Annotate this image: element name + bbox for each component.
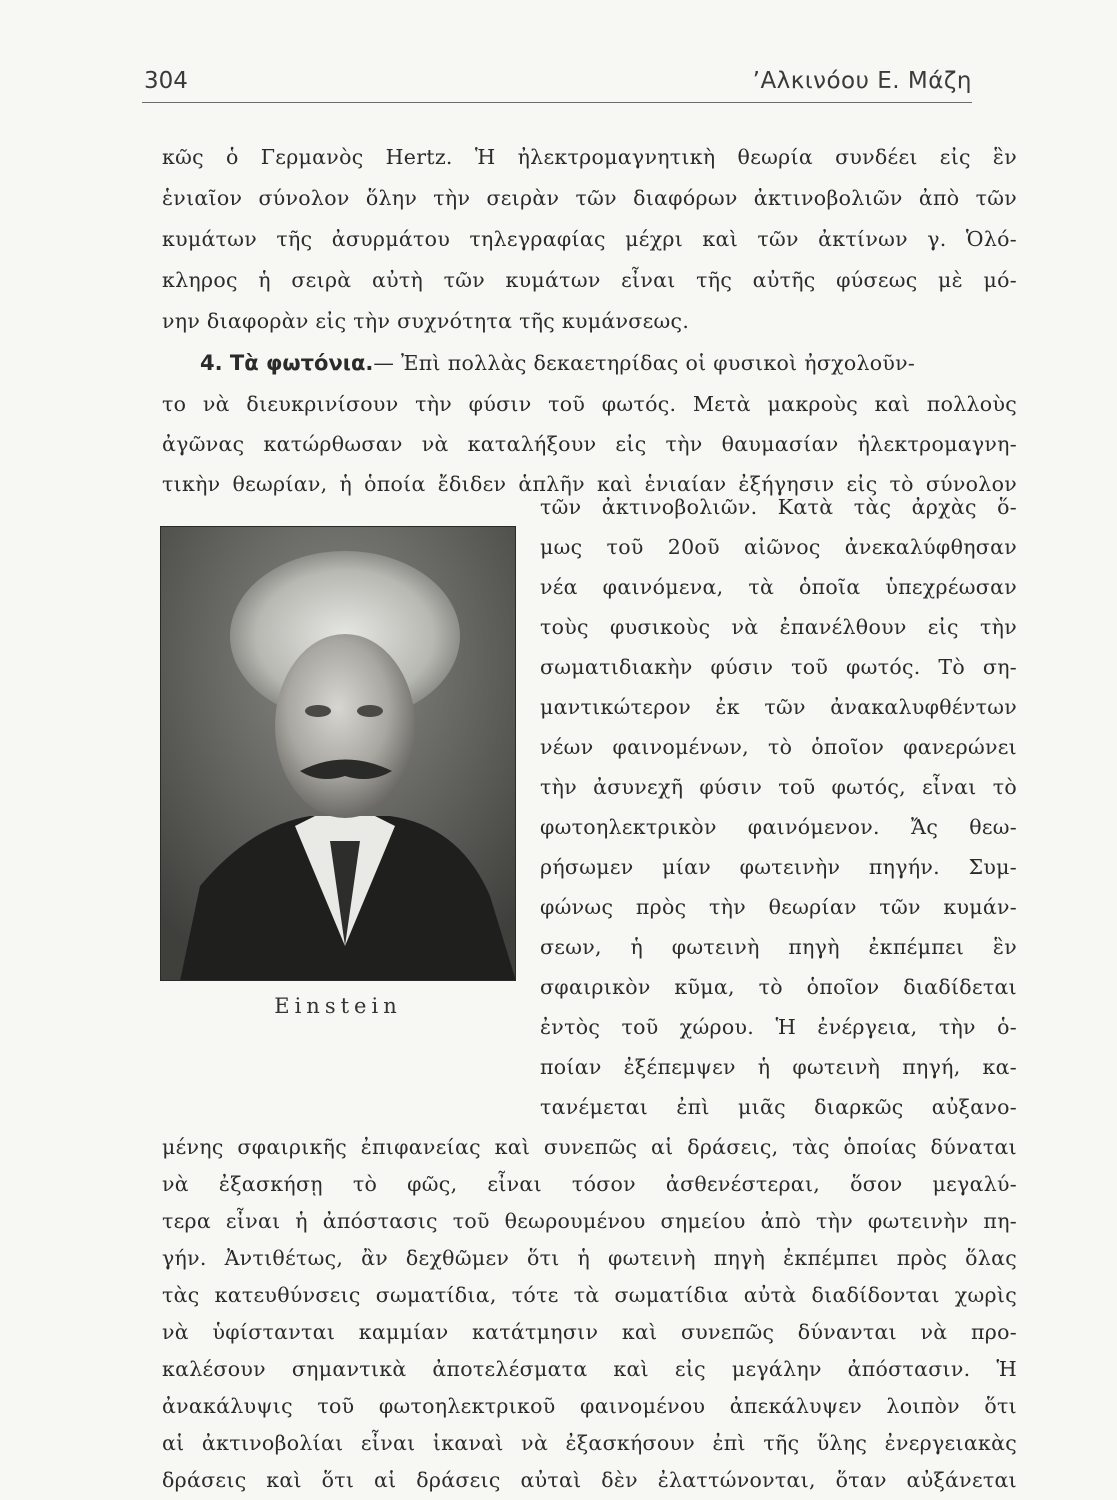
- running-head: ’Αλκινόου Ε. Μάζη: [752, 68, 972, 94]
- text-line: κληρος ἡ σειρὰ αὐτὴ τῶν κυμάτων εἶναι τῆς αὐτῆς φύσεως μὲ μό-: [162, 268, 1017, 292]
- text-line: νέων φαινομένων, τὸ ὁποῖον φανερώνει: [540, 735, 1017, 759]
- text-line: μαντικώτερον ἐκ τῶν ἀνακαλυφθέντων: [540, 695, 1017, 719]
- text-line: σωματιδιακὴν φύσιν τοῦ φωτός. Τὸ ση-: [540, 655, 1017, 679]
- text-line: νὰ ἐξασκήσῃ τὸ φῶς, εἶναι τόσον ἀσθενέστεραι, ὅσον μεγαλύ-: [162, 1172, 1017, 1196]
- text-line: φώνως πρὸς τὴν θεωρίαν τῶν κυμάν-: [540, 895, 1017, 919]
- text-line: νην διαφορὰν εἰς τὴν συχνότητα τῆς κυμάνσεως.: [162, 309, 690, 333]
- text-line: φωτοηλεκτρικὸν φαινόμενον. Ἄς θεω-: [540, 815, 1017, 839]
- text-line: νέα φαινόμενα, τὰ ὁποῖα ὑπεχρέωσαν: [540, 575, 1017, 599]
- page-number: 304: [144, 68, 188, 94]
- portrait-face: [275, 634, 415, 818]
- section-heading: 4. Τὰ φωτόνια.: [200, 351, 374, 375]
- text-line: τὴν ἀσυνεχῆ φύσιν τοῦ φωτός, εἶναι τὸ: [540, 775, 1017, 799]
- page-header: [142, 66, 972, 104]
- header-rule: [142, 102, 972, 103]
- text-line: μένης σφαιρικῆς ἐπιφανείας καὶ συνεπῶς αἱ δράσεις, τὰς ὁποίας δύναται: [162, 1135, 1017, 1159]
- einstein-portrait: [160, 526, 516, 981]
- text-line: τικὴν θεωρίαν, ἡ ὁποία ἔδιδεν ἁπλῆν καὶ ἑνιαίαν ἐξήγησιν εἰς τὸ σύνολον: [162, 472, 1017, 496]
- text-line: γήν. Ἀντιθέτως, ἂν δεχθῶμεν ὅτι ἡ φωτεινὴ πηγὴ ἐκπέμπει πρὸς ὅλας: [162, 1246, 1017, 1270]
- section-first-line-text: — Ἐπὶ πολλὰς δεκαετηρίδας οἱ φυσικοὶ ἠσχολοῦν-: [373, 351, 916, 375]
- text-line: νὰ ὑφίστανται καμμίαν κατάτμησιν καὶ συνεπῶς δύνανται νὰ προ-: [162, 1320, 1017, 1344]
- text-line: το νὰ διευκρινίσουν τὴν φύσιν τοῦ φωτός. Μετὰ μακροὺς καὶ πολλοὺς: [162, 392, 1017, 416]
- text-line: μως τοῦ 20οῦ αἰῶνος ἀνεκαλύφθησαν: [540, 535, 1017, 559]
- text-line: κῶς ὁ Γερμανὸς Hertz. Ἡ ἠλεκτρομαγνητικὴ θεωρία συνδέει εἰς ἓν: [162, 145, 1017, 169]
- text-line: τὰς κατευθύνσεις σωματίδια, τότε τὰ σωματίδια αὐτὰ διαδίδονται χωρὶς: [162, 1283, 1017, 1307]
- text-line: δράσεις καὶ ὅτι αἱ δράσεις αὐταὶ δὲν ἐλαττώνονται, ὅταν αὐξάνεται: [162, 1468, 1017, 1492]
- text-line: αἱ ἀκτινοβολίαι εἶναι ἱκαναὶ νὰ ἐξασκήσουν ἐπὶ τῆς ὕλης ἐνεργειακὰς: [162, 1431, 1017, 1455]
- text-line: τερα εἶναι ἡ ἀπόστασις τοῦ θεωρουμένου σημείου ἀπὸ τὴν φωτεινὴν πη-: [162, 1209, 1017, 1233]
- portrait-image: [160, 526, 516, 981]
- text-line: κυμάτων τῆς ἀσυρμάτου τηλεγραφίας μέχρι καὶ τῶν ἀκτίνων γ. Ὁλό-: [162, 227, 1017, 251]
- portrait-eye-right: [357, 705, 383, 717]
- text-line: σεων, ἡ φωτεινὴ πηγὴ ἐκπέμπει ἓν: [540, 935, 1017, 959]
- text-line: ποίαν ἐξέπεμψεν ἡ φωτεινὴ πηγή, κα-: [540, 1055, 1017, 1079]
- portrait-eye-left: [305, 705, 331, 717]
- text-line: τοὺς φυσικοὺς νὰ ἐπανέλθουν εἰς τὴν: [540, 615, 1017, 639]
- section-first-line: [200, 348, 1017, 378]
- text-line: ἀγῶνας κατώρθωσαν νὰ καταλήξουν εἰς τὴν θαυμασίαν ἠλεκτρομαγνη-: [162, 432, 1017, 456]
- text-line: καλέσουν σημαντικὰ ἀποτελέσματα καὶ εἰς μεγάλην ἀπόστασιν. Ἡ: [162, 1357, 1017, 1381]
- text-line: τανέμεται ἐπὶ μιᾶς διαρκῶς αὐξανο-: [540, 1095, 1017, 1119]
- text-line: ἐντὸς τοῦ χώρου. Ἡ ἐνέργεια, τὴν ὁ-: [540, 1015, 1017, 1039]
- text-line: ἀνακάλυψις τοῦ φωτοηλεκτρικοῦ φαινομένου ἀπεκάλυψεν λοιπὸν ὅτι: [162, 1394, 1017, 1418]
- text-line: σφαιρικὸν κῦμα, τὸ ὁποῖον διαδίδεται: [540, 975, 1017, 999]
- figure-caption: Einstein: [274, 994, 402, 1018]
- text-line: τῶν ἀκτινοβολιῶν. Κατὰ τὰς ἀρχὰς ὅ-: [540, 495, 1017, 519]
- text-line: ἑνιαῖον σύνολον ὅλην τὴν σειρὰν τῶν διαφόρων ἀκτινοβολιῶν ἀπὸ τῶν: [162, 186, 1017, 210]
- text-line: ρήσωμεν μίαν φωτεινὴν πηγήν. Συμ-: [540, 855, 1017, 879]
